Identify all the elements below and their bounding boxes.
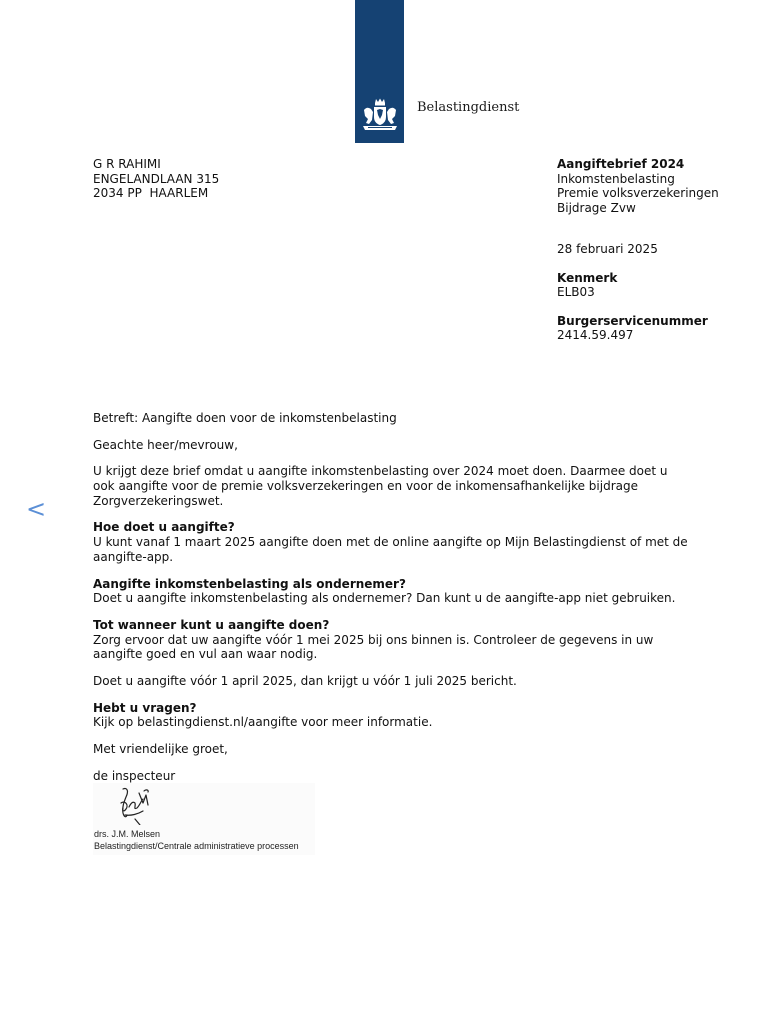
early-paragraph bbox=[93, 674, 683, 689]
letter-meta bbox=[557, 157, 719, 343]
salutation: Geachte heer/mevrouw, bbox=[93, 437, 238, 452]
intro-line: Zorgverzekeringswet. bbox=[93, 493, 224, 508]
letter-subject-1: Inkomstenbelasting bbox=[557, 171, 675, 186]
deadline-line: Zorg ervoor dat uw aangifte vóór 1 mei 2025 bij ons binnen is. Controleer de gegevens in uw bbox=[93, 632, 654, 647]
how-line: U kunt vanaf 1 maart 2025 aangifte doen met de online aangifte op Mijn Belastingdienst of met de bbox=[93, 535, 688, 550]
reference-value: ELB03 bbox=[557, 285, 595, 299]
letter-subject-3: Bijdrage Zvw bbox=[557, 200, 636, 215]
intro-paragraph bbox=[93, 464, 683, 508]
questions-heading: Hebt u vragen? bbox=[93, 700, 197, 715]
salutation-paragraph bbox=[93, 438, 683, 453]
entrepreneur-line: Doet u aangifte inkomstenbelasting als ondernemer? Dan kunt u de aangifte-app niet gebruiken. bbox=[93, 591, 676, 606]
questions-line: Kijk op belastingdienst.nl/aangifte voor meer informatie. bbox=[93, 715, 433, 730]
reference-label: Kenmerk bbox=[557, 270, 618, 285]
signatory-name: drs. J.M. Melsen bbox=[94, 829, 161, 839]
letter-subject-2: Premie volksverzekeringen bbox=[557, 186, 719, 200]
how-line: aangifte-app. bbox=[93, 549, 174, 564]
inspector-line: de inspecteur bbox=[93, 768, 176, 783]
organization-name: Belastingdienst bbox=[417, 100, 520, 115]
entrepreneur-heading: Aangifte inkomstenbelasting als ondernemer? bbox=[93, 576, 406, 591]
letter-date: 28 februari 2025 bbox=[557, 242, 658, 256]
intro-line: U krijgt deze brief omdat u aangifte inkomstenbelasting over 2024 moet doen. Daarmee doet u bbox=[93, 464, 668, 479]
early-line: Doet u aangifte vóór 1 april 2025, dan krijgt u vóór 1 juli 2025 bericht. bbox=[93, 673, 517, 688]
bsn-value: 2414.59.497 bbox=[557, 328, 634, 342]
meta-spacer bbox=[557, 257, 719, 271]
how-section bbox=[93, 520, 688, 564]
back-arrow-button[interactable]: < bbox=[26, 495, 47, 523]
meta-spacer bbox=[557, 300, 719, 314]
handwritten-signature bbox=[113, 783, 163, 825]
recipient-name: G R RAHIMI bbox=[93, 157, 161, 171]
closing-paragraph bbox=[93, 742, 683, 757]
inspector-paragraph bbox=[93, 769, 683, 784]
entrepreneur-section bbox=[93, 577, 683, 606]
signatory-organization: Belastingdienst/Centrale administratieve processen bbox=[94, 841, 299, 851]
bsn-label: Burgerservicenummer bbox=[557, 313, 708, 328]
deadline-heading: Tot wanneer kunt u aangifte doen? bbox=[93, 617, 330, 632]
recipient-city: 2034 PP HAARLEM bbox=[93, 186, 209, 200]
letter-body bbox=[93, 411, 688, 795]
how-heading: Hoe doet u aangifte? bbox=[93, 520, 235, 535]
signature-block bbox=[93, 783, 315, 855]
recipient-street: ENGELANDLAAN 315 bbox=[93, 171, 220, 186]
letter-title: Aangiftebrief 2024 bbox=[557, 157, 685, 171]
deadline-section bbox=[93, 618, 683, 662]
recipient-address bbox=[93, 157, 219, 201]
subject-paragraph bbox=[93, 411, 683, 426]
subject-line: Betreft: Aangifte doen voor de inkomstenbelasting bbox=[93, 411, 397, 425]
intro-line: ook aangifte voor de premie volksverzekeringen en voor de inkomensafhankelijke bijdrage bbox=[93, 479, 638, 494]
closing-line: Met vriendelijke groet, bbox=[93, 742, 228, 756]
questions-section bbox=[93, 701, 683, 730]
deadline-line: aangifte goed en vul aan waar nodig. bbox=[93, 647, 318, 662]
meta-spacer bbox=[557, 215, 719, 242]
dutch-royal-crest-icon bbox=[358, 98, 402, 134]
